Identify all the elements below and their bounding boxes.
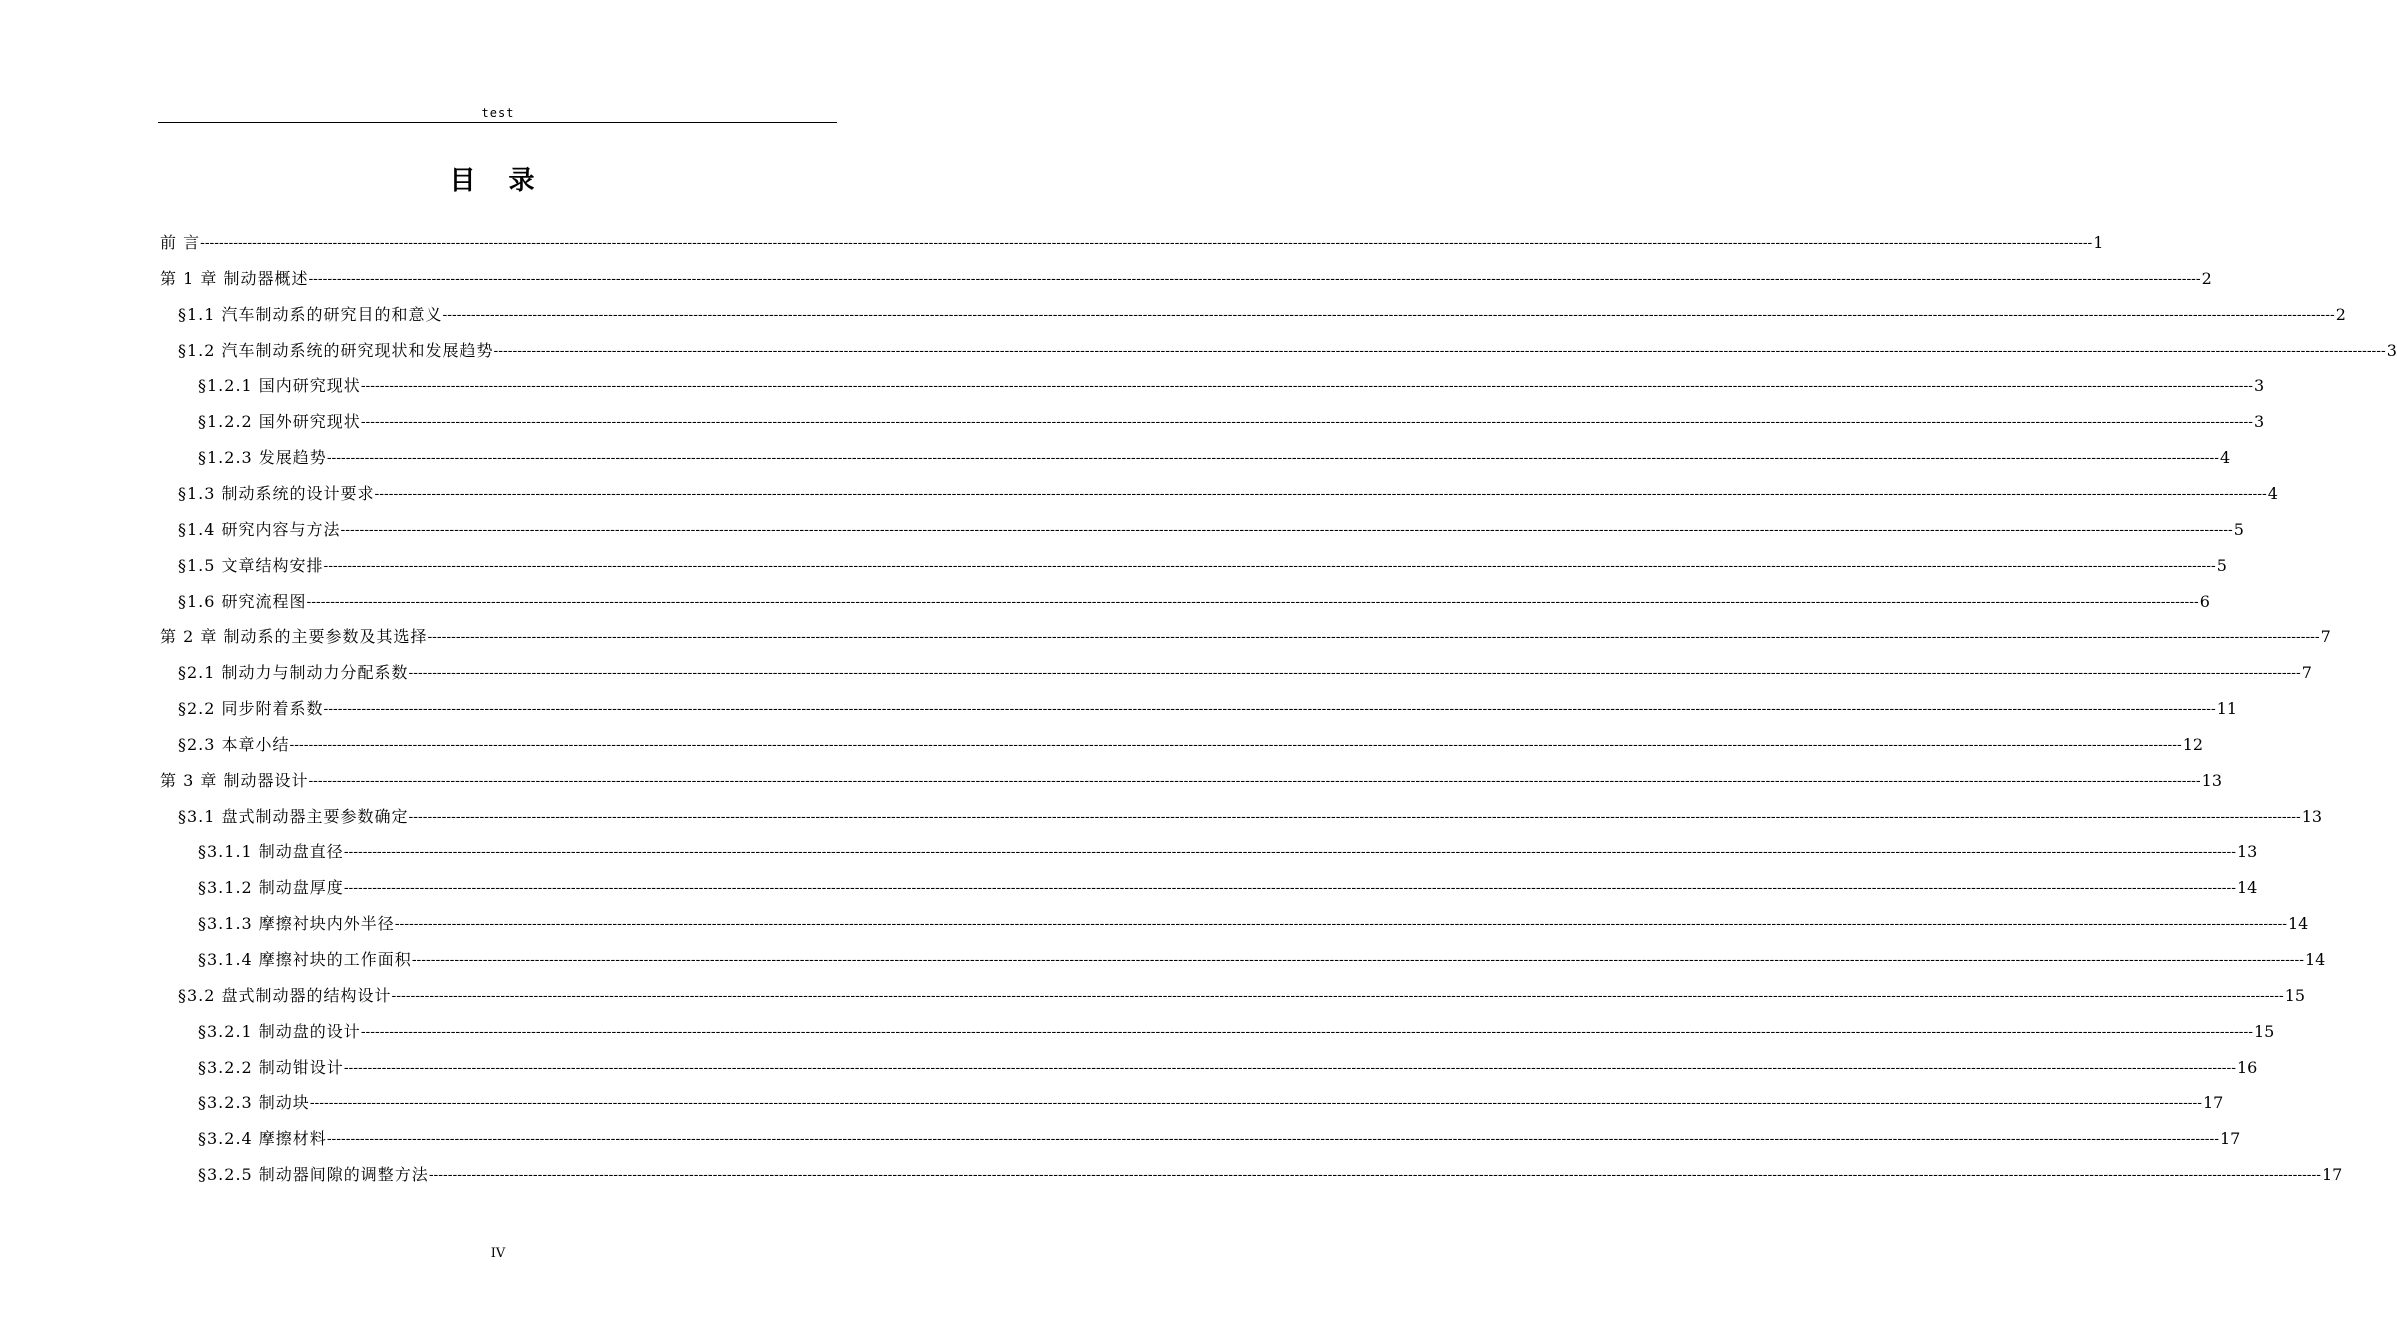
toc-entry-page: 11 <box>2216 699 2238 718</box>
toc-entry-page: 15 <box>2284 986 2306 1005</box>
toc-dot-leader: ---------------------------------------------------------------------------------------------------------------------------------------------------------------------------------------------------------------------------------------------------------------------------------------------------------------------------------------------------------------------------------------------------------------- <box>427 629 2320 645</box>
toc-entry[interactable] <box>160 268 2212 290</box>
toc-dot-leader: ---------------------------------------------------------------------------------------------------------------------------------------------------------------------------------------------------------------------------------------------------------------------------------------------------------------------------------------------------------------------------------------------------------------- <box>343 1060 2236 1076</box>
toc-dot-leader: ---------------------------------------------------------------------------------------------------------------------------------------------------------------------------------------------------------------------------------------------------------------------------------------------------------------------------------------------------------------------------------------------------------------- <box>360 414 2253 430</box>
toc-dot-leader: ---------------------------------------------------------------------------------------------------------------------------------------------------------------------------------------------------------------------------------------------------------------------------------------------------------------------------------------------------------------------------------------------------------------- <box>323 558 2216 574</box>
toc-entry-label: §3.1.1 制动盘直径 <box>198 842 344 861</box>
toc-entry[interactable] <box>160 626 2331 648</box>
toc-dot-leader: ---------------------------------------------------------------------------------------------------------------------------------------------------------------------------------------------------------------------------------------------------------------------------------------------------------------------------------------------------------------------------------------------------------------- <box>408 809 2301 825</box>
toc-entry[interactable] <box>198 1092 2224 1114</box>
running-header: test <box>481 106 515 120</box>
toc-entry-label: §3.1 盘式制动器主要参数确定 <box>178 807 409 826</box>
toc-dot-leader: ---------------------------------------------------------------------------------------------------------------------------------------------------------------------------------------------------------------------------------------------------------------------------------------------------------------------------------------------------------------------------------------------------------------- <box>408 665 2301 681</box>
toc-entry-page: 3 <box>2254 412 2265 431</box>
toc-entry[interactable] <box>178 519 2244 541</box>
toc-dot-leader: ---------------------------------------------------------------------------------------------------------------------------------------------------------------------------------------------------------------------------------------------------------------------------------------------------------------------------------------------------------------------------------------------------------------- <box>340 522 2233 538</box>
toc-dot-leader: ---------------------------------------------------------------------------------------------------------------------------------------------------------------------------------------------------------------------------------------------------------------------------------------------------------------------------------------------------------------------------------------------------------------- <box>394 916 2287 932</box>
toc-entry[interactable] <box>178 304 2346 326</box>
toc-dot-leader: ---------------------------------------------------------------------------------------------------------------------------------------------------------------------------------------------------------------------------------------------------------------------------------------------------------------------------------------------------------------------------------------------------------------- <box>326 1131 2219 1147</box>
toc-entry-label: §3.1.4 摩擦衬块的工作面积 <box>198 950 412 969</box>
toc-entry-label: §1.2.1 国内研究现状 <box>198 376 361 395</box>
toc-entry-label: §2.1 制动力与制动力分配系数 <box>178 663 409 682</box>
toc-entry-page: 4 <box>2267 484 2278 503</box>
toc-entry-label: §1.2 汽车制动系统的研究现状和发展趋势 <box>178 341 494 360</box>
toc-dot-leader: ---------------------------------------------------------------------------------------------------------------------------------------------------------------------------------------------------------------------------------------------------------------------------------------------------------------------------------------------------------------------------------------------------------------- <box>442 307 2335 323</box>
toc-entry[interactable] <box>198 1021 2275 1043</box>
toc-entry[interactable] <box>178 698 2238 720</box>
toc-entry-page: 13 <box>2237 842 2258 861</box>
toc-entry-label: §3.1.3 摩擦衬块内外半径 <box>198 914 395 933</box>
toc-entry[interactable] <box>178 340 2397 362</box>
toc-entry[interactable] <box>178 806 2323 828</box>
toc-entry-page: 16 <box>2237 1058 2258 1077</box>
toc-entry-label: §3.2.4 摩擦材料 <box>198 1129 327 1148</box>
toc-entry-label: §3.1.2 制动盘厚度 <box>198 878 344 897</box>
toc-entry[interactable] <box>198 913 2309 935</box>
toc-entry[interactable] <box>198 1128 2241 1150</box>
toc-entry-label: §3.2.2 制动钳设计 <box>198 1058 344 1077</box>
toc-entry-page: 14 <box>2237 878 2258 897</box>
toc-entry[interactable] <box>198 877 2258 899</box>
toc-entry-page: 1 <box>2093 233 2104 252</box>
page-title: 目 录 <box>449 166 547 196</box>
toc-entry-label: §3.2 盘式制动器的结构设计 <box>178 986 392 1005</box>
toc-entry-page: 17 <box>2203 1093 2224 1112</box>
toc-entry-page: 15 <box>2254 1022 2275 1041</box>
toc-entry-label: §1.6 研究流程图 <box>178 592 307 611</box>
toc-entry-label: §2.3 本章小结 <box>178 735 290 754</box>
toc-entry-page: 17 <box>2220 1129 2241 1148</box>
toc-entry-page: 14 <box>2288 914 2309 933</box>
toc-dot-leader: ---------------------------------------------------------------------------------------------------------------------------------------------------------------------------------------------------------------------------------------------------------------------------------------------------------------------------------------------------------------------------------------------------------------- <box>308 773 2201 789</box>
toc-entry[interactable] <box>178 985 2306 1007</box>
toc-entry-page: 12 <box>2182 735 2204 754</box>
toc-entry-label: §1.2.2 国外研究现状 <box>198 412 361 431</box>
toc-dot-leader: ---------------------------------------------------------------------------------------------------------------------------------------------------------------------------------------------------------------------------------------------------------------------------------------------------------------------------------------------------------------------------------------------------------------- <box>306 594 2199 610</box>
toc-entry-page: 2 <box>2335 305 2346 324</box>
toc-dot-leader: ---------------------------------------------------------------------------------------------------------------------------------------------------------------------------------------------------------------------------------------------------------------------------------------------------------------------------------------------------------------------------------------------------------------- <box>308 271 2201 287</box>
toc-entry-page: 3 <box>2386 341 2397 360</box>
toc-dot-leader: ---------------------------------------------------------------------------------------------------------------------------------------------------------------------------------------------------------------------------------------------------------------------------------------------------------------------------------------------------------------------------------------------------------------- <box>323 701 2216 717</box>
toc-entry-label: §1.2.3 发展趋势 <box>198 448 327 467</box>
toc-entry[interactable] <box>160 770 2222 792</box>
toc-entry-label: §1.4 研究内容与方法 <box>178 520 341 539</box>
toc-entry[interactable] <box>198 949 2326 971</box>
toc-dot-leader: ---------------------------------------------------------------------------------------------------------------------------------------------------------------------------------------------------------------------------------------------------------------------------------------------------------------------------------------------------------------------------------------------------------------- <box>343 844 2236 860</box>
toc-entry-label: §2.2 同步附着系数 <box>178 699 324 718</box>
toc-entry-label: §3.2.3 制动块 <box>198 1093 310 1112</box>
toc-entry[interactable] <box>198 1164 2343 1186</box>
toc-dot-leader: ---------------------------------------------------------------------------------------------------------------------------------------------------------------------------------------------------------------------------------------------------------------------------------------------------------------------------------------------------------------------------------------------------------------- <box>374 486 2267 502</box>
toc-entry-page: 4 <box>2220 448 2231 467</box>
toc-entry-page: 7 <box>2320 627 2331 646</box>
toc-entry[interactable] <box>198 447 2231 469</box>
toc-entry[interactable] <box>198 411 2265 433</box>
toc-entry-label: 第 2 章 制动系的主要参数及其选择 <box>160 627 428 646</box>
toc-entry[interactable] <box>178 591 2210 613</box>
toc-entry-label: 第 1 章 制动器概述 <box>160 269 309 288</box>
page-number: IV <box>490 1246 506 1261</box>
toc-entry-page: 6 <box>2199 592 2210 611</box>
toc-entry[interactable] <box>198 375 2265 397</box>
toc-entry[interactable] <box>198 841 2258 863</box>
toc-entry-label: §3.2.1 制动盘的设计 <box>198 1022 361 1041</box>
toc-entry-page: 2 <box>2201 269 2212 288</box>
toc-dot-leader: ---------------------------------------------------------------------------------------------------------------------------------------------------------------------------------------------------------------------------------------------------------------------------------------------------------------------------------------------------------------------------------------------------------------- <box>493 343 2386 359</box>
toc-dot-leader: ---------------------------------------------------------------------------------------------------------------------------------------------------------------------------------------------------------------------------------------------------------------------------------------------------------------------------------------------------------------------------------------------------------------- <box>326 450 2219 466</box>
toc-entry-page: 14 <box>2305 950 2326 969</box>
toc-dot-leader: ---------------------------------------------------------------------------------------------------------------------------------------------------------------------------------------------------------------------------------------------------------------------------------------------------------------------------------------------------------------------------------------------------------------- <box>309 1095 2202 1111</box>
toc-entry-label: §1.3 制动系统的设计要求 <box>178 484 375 503</box>
toc-entry-label: §3.2.5 制动器间隙的调整方法 <box>198 1165 429 1184</box>
toc-dot-leader: ---------------------------------------------------------------------------------------------------------------------------------------------------------------------------------------------------------------------------------------------------------------------------------------------------------------------------------------------------------------------------------------------------------------- <box>289 737 2182 753</box>
toc-entry-page: 17 <box>2322 1165 2343 1184</box>
toc-entry[interactable] <box>178 483 2278 505</box>
toc-dot-leader: ---------------------------------------------------------------------------------------------------------------------------------------------------------------------------------------------------------------------------------------------------------------------------------------------------------------------------------------------------------------------------------------------------------------- <box>200 235 2093 251</box>
toc-dot-leader: ---------------------------------------------------------------------------------------------------------------------------------------------------------------------------------------------------------------------------------------------------------------------------------------------------------------------------------------------------------------------------------------------------------------- <box>411 952 2304 968</box>
toc-entry-page: 7 <box>2301 663 2312 682</box>
toc-entry-label: 第 3 章 制动器设计 <box>160 771 309 790</box>
toc-dot-leader: ---------------------------------------------------------------------------------------------------------------------------------------------------------------------------------------------------------------------------------------------------------------------------------------------------------------------------------------------------------------------------------------------------------------- <box>343 880 2236 896</box>
toc-dot-leader: ---------------------------------------------------------------------------------------------------------------------------------------------------------------------------------------------------------------------------------------------------------------------------------------------------------------------------------------------------------------------------------------------------------------- <box>391 988 2284 1004</box>
toc-entry[interactable] <box>178 734 2204 756</box>
toc-entry-label: 前 言 <box>160 233 201 252</box>
toc-entry-page: 13 <box>2301 807 2323 826</box>
toc-entry-page: 5 <box>2216 556 2227 575</box>
toc-entry-page: 5 <box>2233 520 2244 539</box>
toc-entry[interactable] <box>178 662 2312 684</box>
header-rule <box>158 122 837 123</box>
toc-dot-leader: ---------------------------------------------------------------------------------------------------------------------------------------------------------------------------------------------------------------------------------------------------------------------------------------------------------------------------------------------------------------------------------------------------------------- <box>428 1167 2321 1183</box>
toc-dot-leader: ---------------------------------------------------------------------------------------------------------------------------------------------------------------------------------------------------------------------------------------------------------------------------------------------------------------------------------------------------------------------------------------------------------------- <box>360 378 2253 394</box>
toc-entry[interactable] <box>178 555 2227 577</box>
toc-entry-page: 3 <box>2254 376 2265 395</box>
toc-entry-page: 13 <box>2201 771 2222 790</box>
toc-dot-leader: ---------------------------------------------------------------------------------------------------------------------------------------------------------------------------------------------------------------------------------------------------------------------------------------------------------------------------------------------------------------------------------------------------------------- <box>360 1024 2253 1040</box>
toc-entry[interactable] <box>198 1057 2258 1079</box>
toc-entry-label: §1.1 汽车制动系的研究目的和意义 <box>178 305 443 324</box>
toc-entry[interactable] <box>160 232 2104 254</box>
toc-entry-label: §1.5 文章结构安排 <box>178 556 324 575</box>
